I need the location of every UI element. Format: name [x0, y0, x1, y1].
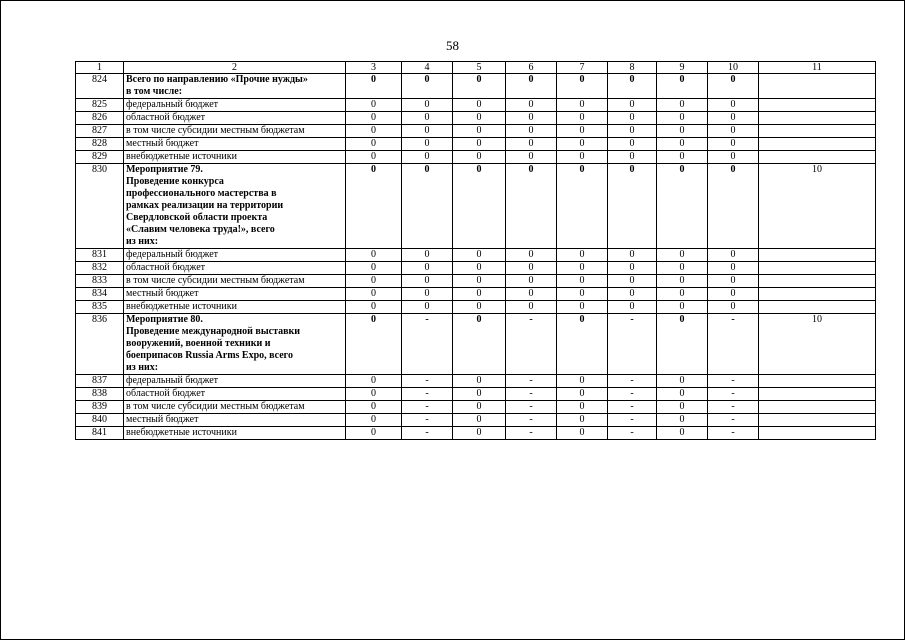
- column-11-cell: [759, 125, 876, 138]
- value-cell: 0: [608, 275, 657, 288]
- value-cell: 0: [402, 138, 453, 151]
- value-cell: -: [506, 427, 557, 440]
- value-cell: -: [608, 375, 657, 388]
- column-header: 10: [708, 62, 759, 74]
- column-11-cell: [759, 74, 876, 99]
- value-cell: 0: [402, 151, 453, 164]
- value-cell: 0: [346, 275, 402, 288]
- value-cell: -: [402, 414, 453, 427]
- column-11-cell: [759, 275, 876, 288]
- value-cell: -: [402, 401, 453, 414]
- table-row: [76, 288, 876, 301]
- value-cell: 0: [346, 99, 402, 112]
- table-row: [76, 164, 876, 249]
- description-line: рамках реализации на территории: [126, 200, 284, 211]
- value-cell: 0: [657, 275, 708, 288]
- table-row: [76, 99, 876, 112]
- row-number: 832: [76, 262, 124, 275]
- table-row: [76, 138, 876, 151]
- value-cell: 0: [346, 138, 402, 151]
- column-11-cell: [759, 262, 876, 275]
- description-line: внебюджетные источники: [126, 301, 237, 312]
- table-row: [76, 388, 876, 401]
- value-cell: 0: [453, 249, 506, 262]
- value-cell: 0: [506, 288, 557, 301]
- row-number: 841: [76, 427, 124, 440]
- page-number: 58: [446, 38, 459, 53]
- column-11-cell: [759, 112, 876, 125]
- column-header: 3: [346, 62, 402, 74]
- value-cell: 0: [402, 74, 453, 99]
- value-cell: -: [506, 314, 557, 375]
- value-cell: -: [608, 388, 657, 401]
- value-cell: 0: [346, 414, 402, 427]
- value-cell: 0: [608, 262, 657, 275]
- description-line: вооружений, военной техники и: [126, 338, 271, 349]
- value-cell: 0: [453, 164, 506, 249]
- value-cell: 0: [346, 288, 402, 301]
- description-line: в том числе:: [126, 86, 183, 97]
- value-cell: 0: [346, 112, 402, 125]
- value-cell: 0: [657, 74, 708, 99]
- value-cell: 0: [557, 288, 608, 301]
- value-cell: 0: [346, 151, 402, 164]
- table-row: [76, 151, 876, 164]
- value-cell: 0: [506, 125, 557, 138]
- column-header: 7: [557, 62, 608, 74]
- value-cell: -: [506, 388, 557, 401]
- column-header: 2: [124, 62, 346, 74]
- value-cell: 0: [557, 301, 608, 314]
- column-header: 6: [506, 62, 557, 74]
- value-cell: 0: [346, 427, 402, 440]
- value-cell: 0: [402, 112, 453, 125]
- value-cell: 0: [708, 288, 759, 301]
- description-line: профессионального мастерства в: [126, 188, 277, 199]
- value-cell: 0: [402, 301, 453, 314]
- row-description: [124, 388, 346, 401]
- value-cell: 0: [557, 164, 608, 249]
- column-header: 8: [608, 62, 657, 74]
- row-number: 831: [76, 249, 124, 262]
- table-row: [76, 275, 876, 288]
- row-description: [124, 99, 346, 112]
- value-cell: -: [708, 375, 759, 388]
- value-cell: 0: [453, 138, 506, 151]
- row-number: 833: [76, 275, 124, 288]
- description-line: местный бюджет: [126, 138, 199, 149]
- row-description: [124, 301, 346, 314]
- column-11-cell: [759, 414, 876, 427]
- value-cell: 0: [708, 262, 759, 275]
- column-11-cell: [759, 375, 876, 388]
- description-line: местный бюджет: [126, 288, 199, 299]
- value-cell: 0: [557, 414, 608, 427]
- table-row: [76, 125, 876, 138]
- row-number: 829: [76, 151, 124, 164]
- value-cell: -: [608, 414, 657, 427]
- value-cell: 0: [453, 375, 506, 388]
- value-cell: 0: [657, 414, 708, 427]
- row-description: [124, 125, 346, 138]
- value-cell: 0: [657, 375, 708, 388]
- value-cell: 0: [608, 99, 657, 112]
- value-cell: 0: [557, 427, 608, 440]
- value-cell: 0: [506, 151, 557, 164]
- value-cell: -: [402, 427, 453, 440]
- row-number: 839: [76, 401, 124, 414]
- value-cell: 0: [657, 138, 708, 151]
- row-description: [124, 275, 346, 288]
- value-cell: 0: [708, 151, 759, 164]
- description-line: Мероприятие 79.: [126, 164, 203, 175]
- value-cell: 0: [453, 301, 506, 314]
- table-row: [76, 401, 876, 414]
- value-cell: 0: [346, 401, 402, 414]
- value-cell: 0: [557, 375, 608, 388]
- row-number: 826: [76, 112, 124, 125]
- value-cell: -: [608, 401, 657, 414]
- column-header: 9: [657, 62, 708, 74]
- value-cell: 0: [557, 125, 608, 138]
- value-cell: 0: [608, 249, 657, 262]
- value-cell: 0: [402, 125, 453, 138]
- value-cell: 0: [402, 99, 453, 112]
- value-cell: 0: [557, 262, 608, 275]
- value-cell: 0: [557, 138, 608, 151]
- description-line: Всего по направлению «Прочие нужды»: [126, 74, 308, 85]
- value-cell: -: [708, 427, 759, 440]
- description-line: областной бюджет: [126, 262, 206, 273]
- value-cell: 0: [657, 249, 708, 262]
- column-header: 11: [759, 62, 876, 74]
- value-cell: 0: [453, 151, 506, 164]
- value-cell: 0: [557, 74, 608, 99]
- table-row: [76, 314, 876, 375]
- value-cell: 0: [346, 314, 402, 375]
- value-cell: 0: [657, 262, 708, 275]
- value-cell: 0: [402, 275, 453, 288]
- value-cell: -: [402, 375, 453, 388]
- value-cell: 0: [608, 125, 657, 138]
- value-cell: -: [708, 401, 759, 414]
- value-cell: 0: [453, 427, 506, 440]
- row-description: [124, 138, 346, 151]
- description-line: Проведение конкурса: [126, 176, 224, 187]
- row-number: 824: [76, 74, 124, 99]
- value-cell: 0: [453, 262, 506, 275]
- row-number: 835: [76, 301, 124, 314]
- description-line: внебюджетные источники: [126, 151, 237, 162]
- value-cell: 0: [506, 275, 557, 288]
- value-cell: 0: [506, 99, 557, 112]
- description-line: из них:: [126, 362, 159, 373]
- row-description: [124, 164, 346, 249]
- value-cell: 0: [708, 164, 759, 249]
- description-line: из них:: [126, 236, 159, 247]
- value-cell: 0: [402, 164, 453, 249]
- description-line: внебюджетные источники: [126, 427, 237, 438]
- value-cell: 0: [657, 427, 708, 440]
- row-description: [124, 262, 346, 275]
- value-cell: 0: [557, 388, 608, 401]
- description-line: Проведение международной выставки: [126, 326, 301, 337]
- row-number: 834: [76, 288, 124, 301]
- value-cell: 0: [557, 99, 608, 112]
- header-row: [76, 62, 876, 74]
- value-cell: -: [402, 388, 453, 401]
- value-cell: 0: [506, 112, 557, 125]
- value-cell: -: [506, 414, 557, 427]
- table-row: [76, 249, 876, 262]
- description-line: областной бюджет: [126, 112, 206, 123]
- column-header: 1: [76, 62, 124, 74]
- row-description: [124, 427, 346, 440]
- value-cell: 0: [657, 388, 708, 401]
- description-line: федеральный бюджет: [126, 99, 219, 110]
- value-cell: 0: [708, 275, 759, 288]
- column-header: 4: [402, 62, 453, 74]
- value-cell: -: [608, 427, 657, 440]
- value-cell: 0: [453, 388, 506, 401]
- value-cell: 0: [708, 112, 759, 125]
- value-cell: 0: [608, 288, 657, 301]
- row-number: 825: [76, 99, 124, 112]
- value-cell: 0: [657, 288, 708, 301]
- value-cell: 0: [346, 74, 402, 99]
- value-cell: 0: [453, 112, 506, 125]
- value-cell: 0: [506, 249, 557, 262]
- value-cell: 0: [657, 112, 708, 125]
- value-cell: 0: [608, 112, 657, 125]
- value-cell: 0: [708, 249, 759, 262]
- table-row: [76, 112, 876, 125]
- row-number: 838: [76, 388, 124, 401]
- value-cell: 0: [506, 301, 557, 314]
- value-cell: -: [506, 375, 557, 388]
- row-description: [124, 249, 346, 262]
- value-cell: 0: [506, 164, 557, 249]
- column-11-cell: [759, 401, 876, 414]
- row-number: 830: [76, 164, 124, 249]
- value-cell: 0: [708, 138, 759, 151]
- row-number: 827: [76, 125, 124, 138]
- budget-table: [75, 61, 876, 440]
- value-cell: 0: [557, 275, 608, 288]
- value-cell: 0: [402, 262, 453, 275]
- row-description: [124, 414, 346, 427]
- value-cell: 0: [346, 262, 402, 275]
- value-cell: 0: [608, 151, 657, 164]
- column-11-cell: [759, 138, 876, 151]
- value-cell: 0: [506, 74, 557, 99]
- value-cell: -: [708, 314, 759, 375]
- table-row: [76, 301, 876, 314]
- description-line: в том числе субсидии местным бюджетам: [126, 125, 305, 136]
- table-row: [76, 375, 876, 388]
- value-cell: 0: [453, 125, 506, 138]
- column-11-cell: [759, 427, 876, 440]
- column-11-cell: [759, 388, 876, 401]
- value-cell: 0: [453, 74, 506, 99]
- value-cell: 0: [346, 388, 402, 401]
- value-cell: 0: [506, 262, 557, 275]
- value-cell: 0: [608, 301, 657, 314]
- value-cell: 0: [557, 314, 608, 375]
- row-description: [124, 288, 346, 301]
- table-row: [76, 427, 876, 440]
- value-cell: 0: [453, 288, 506, 301]
- value-cell: -: [402, 314, 453, 375]
- row-description: [124, 74, 346, 99]
- value-cell: 0: [557, 401, 608, 414]
- description-line: в том числе субсидии местным бюджетам: [126, 275, 305, 286]
- description-line: областной бюджет: [126, 388, 206, 399]
- row-number: 840: [76, 414, 124, 427]
- value-cell: 0: [657, 164, 708, 249]
- value-cell: 0: [557, 151, 608, 164]
- description-line: федеральный бюджет: [126, 375, 219, 386]
- table-row: [76, 414, 876, 427]
- row-description: [124, 375, 346, 388]
- table-row: [76, 262, 876, 275]
- value-cell: -: [608, 314, 657, 375]
- value-cell: 0: [402, 249, 453, 262]
- description-line: в том числе субсидии местным бюджетам: [126, 401, 305, 412]
- table-row: [76, 74, 876, 99]
- row-description: [124, 401, 346, 414]
- value-cell: 0: [657, 401, 708, 414]
- value-cell: 0: [708, 99, 759, 112]
- description-line: «Славим человека труда!», всего: [126, 224, 275, 235]
- value-cell: -: [506, 401, 557, 414]
- value-cell: 0: [346, 125, 402, 138]
- description-line: боеприпасов Russia Arms Expo, всего: [126, 350, 293, 361]
- column-11-cell: [759, 151, 876, 164]
- value-cell: 0: [453, 414, 506, 427]
- value-cell: 0: [657, 314, 708, 375]
- value-cell: 0: [557, 249, 608, 262]
- value-cell: 0: [657, 151, 708, 164]
- table-body: [76, 74, 876, 440]
- value-cell: 0: [453, 401, 506, 414]
- row-number: 837: [76, 375, 124, 388]
- column-header: 5: [453, 62, 506, 74]
- value-cell: 0: [657, 125, 708, 138]
- row-number: 828: [76, 138, 124, 151]
- value-cell: 0: [402, 288, 453, 301]
- row-description: [124, 151, 346, 164]
- value-cell: 0: [708, 301, 759, 314]
- value-cell: 0: [346, 249, 402, 262]
- row-number: 836: [76, 314, 124, 375]
- value-cell: 0: [453, 99, 506, 112]
- description-line: Мероприятие 80.: [126, 314, 203, 325]
- value-cell: 0: [346, 164, 402, 249]
- row-description: [124, 314, 346, 375]
- column-11-cell: [759, 288, 876, 301]
- column-11-cell: 10: [759, 164, 876, 249]
- value-cell: 0: [657, 99, 708, 112]
- description-line: федеральный бюджет: [126, 249, 219, 260]
- description-line: местный бюджет: [126, 414, 199, 425]
- value-cell: 0: [346, 301, 402, 314]
- value-cell: -: [708, 414, 759, 427]
- value-cell: 0: [608, 164, 657, 249]
- column-11-cell: [759, 301, 876, 314]
- value-cell: 0: [346, 375, 402, 388]
- value-cell: 0: [453, 314, 506, 375]
- value-cell: 0: [506, 138, 557, 151]
- value-cell: 0: [708, 74, 759, 99]
- description-line: Свердловской области проекта: [126, 212, 268, 223]
- value-cell: 0: [608, 138, 657, 151]
- value-cell: 0: [657, 301, 708, 314]
- column-11-cell: [759, 99, 876, 112]
- column-11-cell: 10: [759, 314, 876, 375]
- row-description: [124, 112, 346, 125]
- value-cell: 0: [453, 275, 506, 288]
- column-11-cell: [759, 249, 876, 262]
- value-cell: 0: [608, 74, 657, 99]
- value-cell: 0: [708, 125, 759, 138]
- value-cell: 0: [557, 112, 608, 125]
- value-cell: -: [708, 388, 759, 401]
